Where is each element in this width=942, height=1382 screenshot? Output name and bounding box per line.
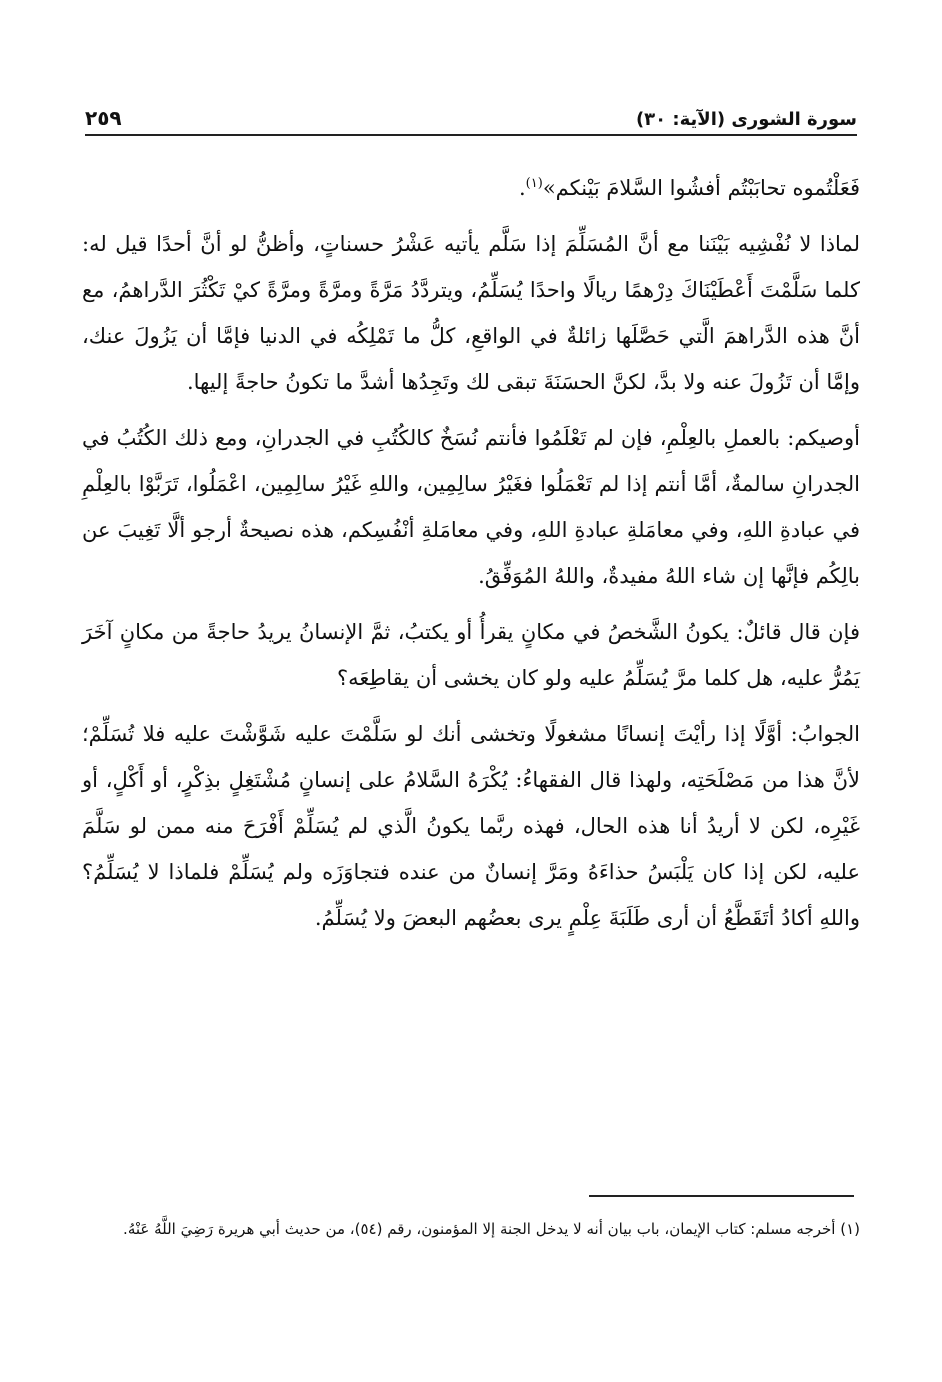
- paragraph-text: فَعَلْتُموه تحابَبْتُم أفشُوا السَّلامَ بَيْنكم»: [542, 176, 860, 200]
- paragraph: الجوابُ: أوَّلًا إذا رأيْتَ إنسانًا مشغولًا وتخشى أنك لو سَلَّمْتَ عليه شَوَّشْتَ عليه فلا تُسَلِّمْ؛ لأنَّ هذا من مَصْلَحَتِه، ولهذا قال الفقهاءُ: يُكْرَهُ السَّلامُ على إنسانٍ مُشْتَغِلٍ بذِكْرٍ، أو أَكْلٍ، أو غَيْرِه، لكن لا أريدُ أنا هذه الحال، فهذه ربَّما يكونُ الَّذي لم يُسَلِّمْ أَفْرَحَ منه ممن لو سَلَّمَ عليه، لكن إذا كان يَلْبَسُ حذاءَهُ ومَرَّ إنسانٌ من عنده فتجاوَزَه ولم يُسَلِّمْ فلماذا لا يُسَلِّمُ؟ واللهِ أكادُ أتَقَطَّعُ أن أرى طَلَبَةَ عِلْمٍ يرى بعضُهم البعضَ ولا يُسَلِّمُ.: [82, 722, 860, 930]
- paragraph: لماذا لا نُفْشِيه بَيْنَنا مع أنَّ المُسَلِّمَ إذا سَلَّم يأتيه عَشْرُ حسناتٍ، وأظنُّ لو أنَّ أحدًا قيل له: كلما سَلَّمْتَ أَعْطَيْنَاكَ دِرْهمًا ريالًا واحدًا يُسَلِّمُ، ويتردَّدُ مَرَّةً ومرَّةً ومرَّةً كيْ تَكْثُرَ الدَّراهمُ، مع أنَّ هذه الدَّراهمَ الَّتي حَصَّلَها زائلةٌ في الواقعِ، كلُّ ما تَمْلِكُه في الدنيا فإمَّا أن يَزُولَ عنك، وإمَّا أن تَزُولَ عنه ولا بدَّ، لكنَّ الحسَنَةَ تبقى لك وتَجِدُها أشدَّ ما تكونُ حاجةً إليها.: [82, 232, 860, 394]
- paragraph: [82, 165, 860, 211]
- main-text: [82, 165, 860, 951]
- running-header: [85, 92, 857, 136]
- footnote-reference: (١): [525, 176, 543, 191]
- footnote-divider: [589, 1195, 854, 1197]
- footnote: (١) أخرجه مسلم: كتاب الإيمان، باب بيان أنه لا يدخل الجنة إلا المؤمنون، رقم (٥٤)، من حديث أبي هريرة رَضِيَ اللَّهُ عَنْهُ.: [123, 1220, 860, 1238]
- paragraph: أوصيكم: بالعملِ بالعِلْمِ، فإن لم تَعْلَمُوا فأنتم نُسَخٌ كالكُتُبِ في الجدرانِ، ومع ذلك الكُتُبُ في الجدرانِ سالمةٌ، أمَّا أنتم إذا لم تَعْمَلُوا فغَيْرُ سالِمِين، واللهِ غَيْرُ سالِمِين، اعْمَلُوا، تَرَبَّوْا بالعِلْمِ في عبادةِ اللهِ، وفي معامَلةِ عبادةِ اللهِ، وفي معامَلةِ أنْفُسِكم، هذه نصيحةٌ أرجو ألَّا تَغِيبَ عن بالِكُم فإنَّها إن شاء اللهُ مفيدةٌ، واللهُ المُوَفِّقُ.: [82, 426, 860, 588]
- paragraph-trailing: .: [518, 176, 526, 200]
- page-number: ٢٥٩: [85, 106, 122, 130]
- paragraph: فإن قال قائلٌ: يكونُ الشَّخصُ في مكانٍ يقرأُ أو يكتبُ، ثمَّ الإنسانُ يريدُ حاجةً من مكانٍ آخَرَ يَمُرُّ عليه، هل كلما مرَّ يُسَلِّمُ عليه ولو كان يخشى أن يقاطِعَه؟: [82, 620, 860, 690]
- surah-title: سورة الشورى (الآية: ٣٠): [635, 109, 857, 130]
